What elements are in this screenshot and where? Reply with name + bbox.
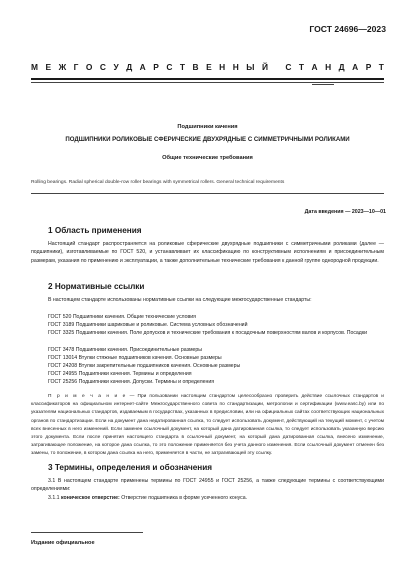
interstate-standard-banner <box>31 60 384 74</box>
section-3-heading: 3 Термины, определения и обозначения <box>48 463 213 472</box>
section-1-paragraph <box>31 240 384 265</box>
interstate-letter: М <box>31 62 38 72</box>
term-number: 3.1.1 <box>48 495 60 501</box>
interstate-letter: А <box>352 62 359 72</box>
footer-rule <box>31 532 143 533</box>
note-label: П р и м е ч а н и е <box>48 394 127 399</box>
interstate-letter: Р <box>365 62 372 72</box>
section-2-heading: 2 Нормативные ссылки <box>48 282 145 291</box>
interstate-letter: А <box>311 62 318 72</box>
interstate-letter: С <box>99 62 106 72</box>
reference-item: ГОСТ 25256 Подшипники качения. Допуски. Термины и определения <box>48 379 215 385</box>
interstate-letter: Д <box>338 62 345 72</box>
note-text: — При пользовании настоящим стандартом целесообразно проверить действие ссылочных стандартов и классификаторов на официальном интернет-сайте Межгосударственного совета по стандартизации, метрологии и сертификации (www.easc.by) или по указателям национальных стандартов, издаваемым в государствах, указанных в предисловии, или на официальных сайтах соответствующих национальных органов по стандартизации. Если на документ дана недатированная ссылка, то следует использовать документ, действующий на текущий момент, с учетом всех внесенных в него изменений. Если заменен ссылочный документ, на который дана датированная ссылка, то следует использовать указанную версию этого документа. Если после принятия настоящего стандарта в ссылочный документ, на который дана датированная ссылка, внесено изменение, затрагивающее положение, на которое дана ссылка, то это положение применяется без учета данного изменения. Если ссылочный документ отменен без замены, то положение, в котором дана ссылка на него, применяется в части, не затрагивающей эту ссылку. <box>31 394 384 457</box>
reference-item: ГОСТ 24208 Втулки закрепительные подшипников качения. Основные размеры <box>48 363 241 369</box>
interstate-letter: Н <box>232 62 239 72</box>
reference-item: ГОСТ 3478 Подшипники качения. Присоединительные размеры <box>48 347 203 353</box>
reference-item: ГОСТ 24955 Подшипники качения. Термины и определения <box>48 371 192 377</box>
interstate-letter: Ы <box>246 62 255 72</box>
header-rule-thin <box>31 82 384 83</box>
interstate-letter: Н <box>325 62 332 72</box>
interstate-letter: Г <box>73 62 79 72</box>
header-rule-thick <box>31 78 384 80</box>
interstate-letter: Е <box>45 62 52 72</box>
interstate-letter: Й <box>262 62 269 72</box>
official-edition-label: Издание официальное <box>31 540 95 546</box>
interstate-letter: У <box>113 62 119 72</box>
header-rule-mark <box>312 84 334 85</box>
reference-item-text: ГОСТ 3325 Подшипники качения. Поле допусков и технические требования к посадочным поверхностям валов и корпусов. Посадки <box>48 330 368 336</box>
section-2-intro-text: В настоящем стандарте использованы нормативные ссылки на следующие межгосударственные стандарты: <box>48 297 312 303</box>
interstate-letter: Ж <box>58 62 67 72</box>
section-1-heading: 1 Область применения <box>48 226 142 235</box>
interstate-letter: Р <box>153 62 159 72</box>
interstate-letter: Н <box>219 62 226 72</box>
interstate-letter: О <box>85 62 93 72</box>
reference-item <box>31 329 384 337</box>
term-definition <box>31 494 384 502</box>
interstate-standard-text <box>31 60 384 74</box>
interstate-letter: Т <box>179 62 186 72</box>
standard-subtitle: Общие технические требования <box>162 155 253 161</box>
interstate-letter: А <box>139 62 146 72</box>
interstate-letter: Е <box>206 62 212 72</box>
section-2-intro <box>31 296 384 304</box>
interstate-letter: С <box>166 62 173 72</box>
standard-title: ПОДШИПНИКИ РОЛИКОВЫЕ СФЕРИЧЕСКИЕ ДВУХРЯДНЫЕ С СИММЕТРИЧНЫМИ РОЛИКАМИ <box>65 136 350 143</box>
term-text: Отверстие подшипника в форме усеченного конуса. <box>119 495 248 501</box>
doc-number: ГОСТ 24696—2023 <box>309 24 386 34</box>
reference-item: ГОСТ 3189 Подшипники шариковые и роликовые. Система условных обозначений <box>48 322 248 328</box>
term-name: коническое отверстие: <box>61 495 120 501</box>
reference-item: ГОСТ 520 Подшипники качения. Общие технические условия <box>48 314 196 320</box>
section-3-1-text: 3.1 В настоящем стандарте применены термины по ГОСТ 24955 и ГОСТ 25256, а также следующие термины с соответствующими определениями: <box>31 478 384 493</box>
interstate-letter: Д <box>126 62 133 72</box>
interstate-letter <box>276 60 278 74</box>
interstate-letter: С <box>285 62 292 72</box>
reference-note <box>31 393 384 459</box>
section-3-paragraph <box>31 477 384 494</box>
intro-date: Дата введения — 2023—10—01 <box>304 209 386 215</box>
section-1-text: Настоящий стандарт распространяется на роликовые сферические двухрядные подшипники с симметричными роликами (далее — подшипники), изготавливаемые по ГОСТ 520, и устанавливает их классификацию по конструктивным исполнениям и присоединительным размерам, указания по применению и эксплуатации, а также дополнительные технические требования к данной группе однородной продукции. <box>31 241 384 264</box>
interstate-letter: Т <box>378 62 384 72</box>
title-block-rule <box>31 193 384 194</box>
interstate-letter: Т <box>298 62 305 72</box>
standard-title-english: Rolling bearings. Radial spherical double-row roller bearings with symmetrical rollers. General technical requirements <box>31 180 285 185</box>
standard-subject: Подшипники качения <box>177 124 238 130</box>
interstate-letter: В <box>192 62 199 72</box>
reference-item: ГОСТ 13014 Втулки стяжные подшипников качения. Основные размеры <box>48 355 222 361</box>
